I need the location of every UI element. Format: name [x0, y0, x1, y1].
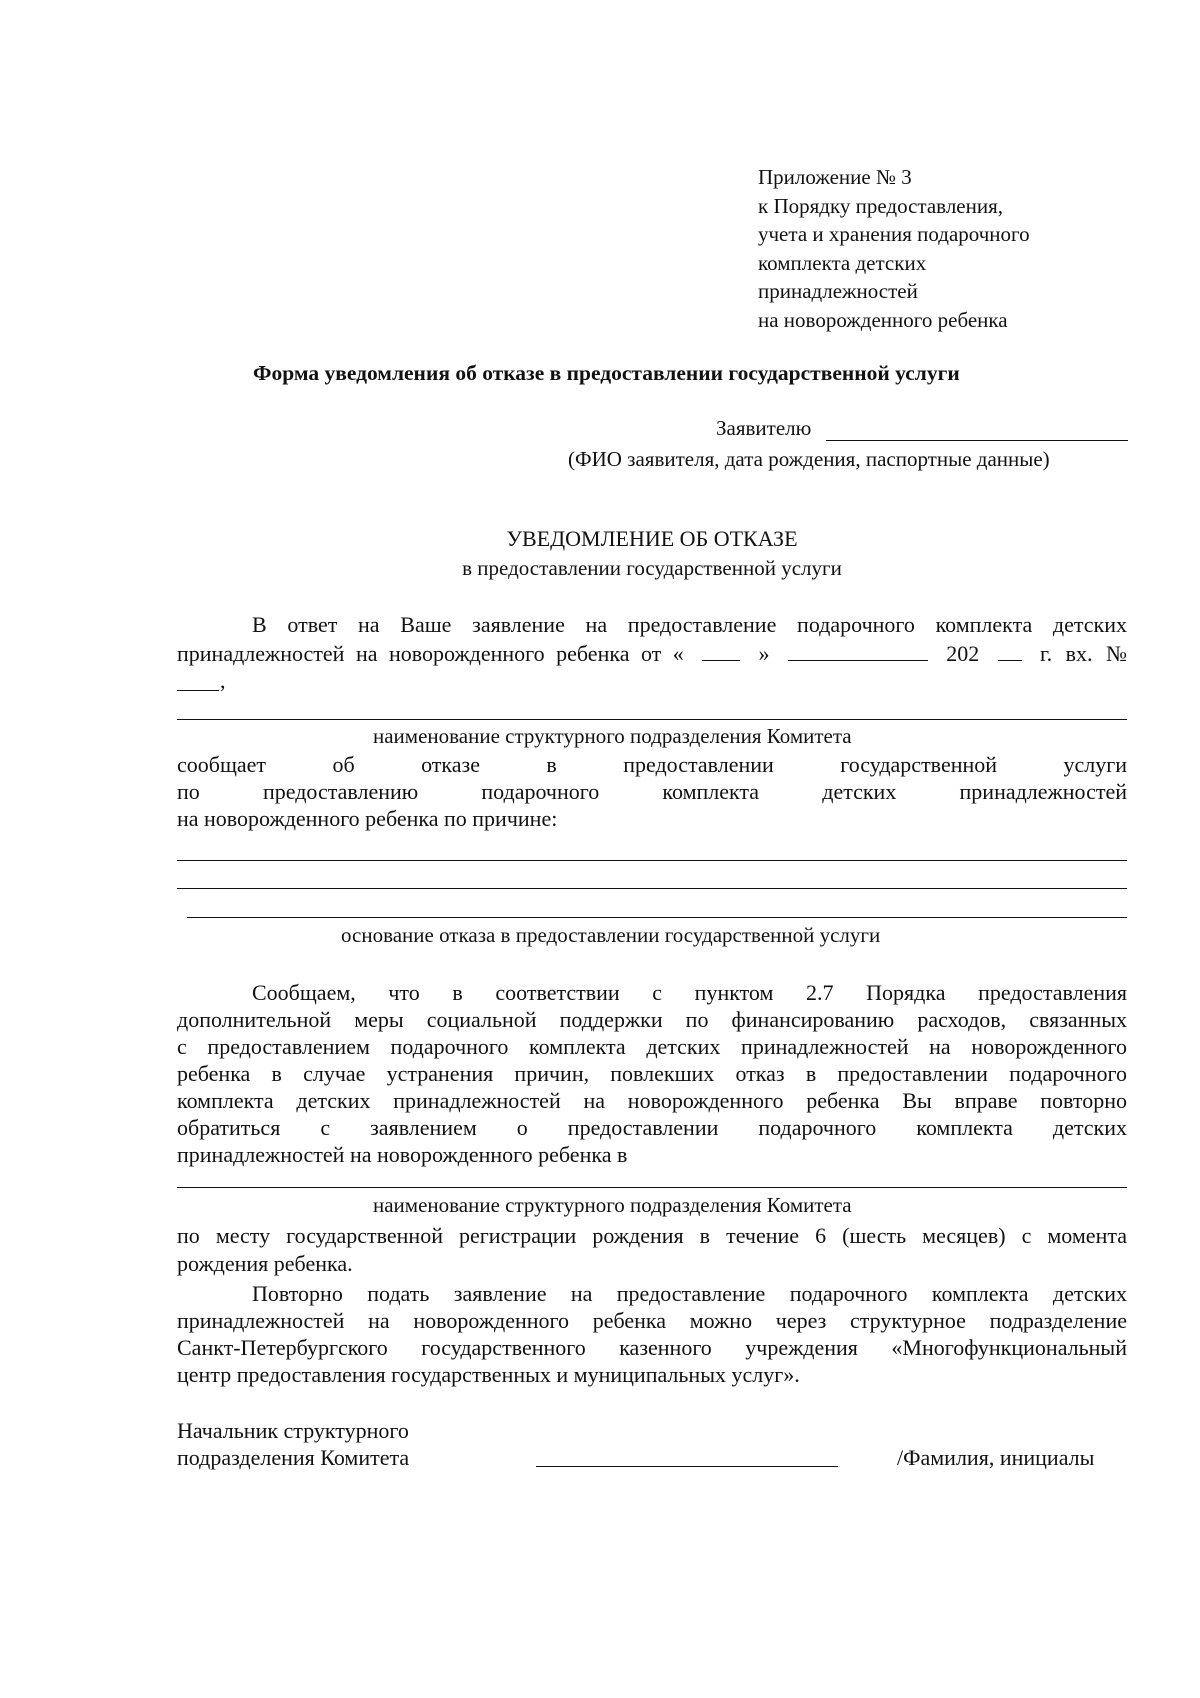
para4-line2: рождения ребенка.	[177, 1251, 353, 1276]
para3-line1: Сообщаем, что в соответствии с пунктом 2.7 Порядка предоставления	[252, 980, 1127, 1005]
para1-line2	[177, 642, 1127, 665]
para1-line2-text: принадлежностей на новорожденного ребенка от «	[177, 641, 684, 666]
para5-line3: Санкт-Петербургского государственного казенного учреждения «Многофункциональный	[177, 1335, 1127, 1360]
unit-underline-1	[177, 719, 1127, 720]
para3-line3: с предоставлением подарочного комплекта детских принадлежностей на новорожденного	[177, 1034, 1127, 1059]
signature-name-caption: /Фамилия, инициалы	[897, 1445, 1095, 1470]
para1-incoming: г. вх. №	[1040, 641, 1127, 666]
incoming-number-underline	[177, 690, 219, 691]
reason-underline-2	[177, 888, 1127, 889]
day-blank	[702, 642, 740, 661]
para5-line1: Повторно подать заявление на предоставление подарочного комплекта детских	[252, 1281, 1127, 1306]
reason-caption: основание отказа в предоставлении государственной услуги	[341, 923, 881, 947]
unit-caption-2: наименование структурного подразделения Комитета	[373, 1193, 852, 1217]
notice-title: УВЕДОМЛЕНИЕ ОБ ОТКАЗЕ	[506, 526, 798, 551]
appendix-block	[758, 163, 1030, 335]
para2-line3: на новорожденного ребенка по причине:	[177, 806, 558, 831]
reason-underline-1	[177, 860, 1127, 861]
para4-line1: по месту государственной регистрации рождения в течение 6 (шесть месяцев) с момента	[177, 1223, 1127, 1248]
appendix-line: комплекта детских	[758, 250, 927, 275]
para5-line2: принадлежностей на новорожденного ребенка можно через структурное подразделение	[177, 1308, 1127, 1333]
signatory-title-line1: Начальник структурного	[177, 1418, 409, 1443]
para1-line1: В ответ на Ваше заявление на предоставление подарочного комплекта детских	[252, 612, 1127, 637]
appendix-line: принадлежностей	[758, 279, 918, 304]
reason-underline-3	[187, 917, 1127, 918]
notice-subtitle: в предоставлении государственной услуги	[462, 556, 842, 580]
year-blank	[998, 642, 1022, 661]
para2-line2: по предоставлению подарочного комплекта детских принадлежностей	[177, 779, 1127, 804]
para3-line6: обратиться с заявлением о предоставлении подарочного комплекта детских	[177, 1115, 1127, 1140]
para1-quote-close: »	[758, 641, 770, 666]
para3-line4: ребенка в случае устранения причин, повлекших отказ в предоставлении подарочного	[177, 1061, 1127, 1086]
appendix-line: на новорожденного ребенка	[758, 307, 1008, 332]
unit-caption-1: наименование структурного подразделения Комитета	[373, 724, 852, 748]
para5-line4: центр предоставления государственных и муниципальных услуг».	[177, 1362, 800, 1387]
para1-year: 202	[946, 641, 980, 666]
addressee-underline	[826, 440, 1128, 441]
appendix-line: учета и хранения подарочного	[758, 222, 1030, 247]
form-title: Форма уведомления об отказе в предоставлении государственной услуги	[253, 361, 960, 385]
addressee-caption: (ФИО заявителя, дата рождения, паспортные данные)	[568, 447, 1050, 471]
signatory-title-line2: подразделения Комитета	[177, 1445, 410, 1470]
appendix-line: к Порядку предоставления,	[758, 193, 1004, 218]
para1-comma: ,	[220, 668, 226, 693]
para3-line7: принадлежностей на новорожденного ребенка в	[177, 1142, 628, 1167]
unit-underline-2	[177, 1187, 1127, 1188]
para3-line2: дополнительной меры социальной поддержки по финансированию расходов, связанных	[177, 1007, 1127, 1032]
para2-line1: сообщает об отказе в предоставлении государственной услуги	[177, 752, 1127, 777]
signature-underline	[536, 1466, 838, 1467]
month-blank	[788, 642, 928, 661]
appendix-line: Приложение № 3	[758, 165, 912, 189]
addressee-label: Заявителю	[716, 416, 812, 440]
para3-line5: комплекта детских принадлежностей на новорожденного ребенка Вы вправе повторно	[177, 1088, 1127, 1113]
